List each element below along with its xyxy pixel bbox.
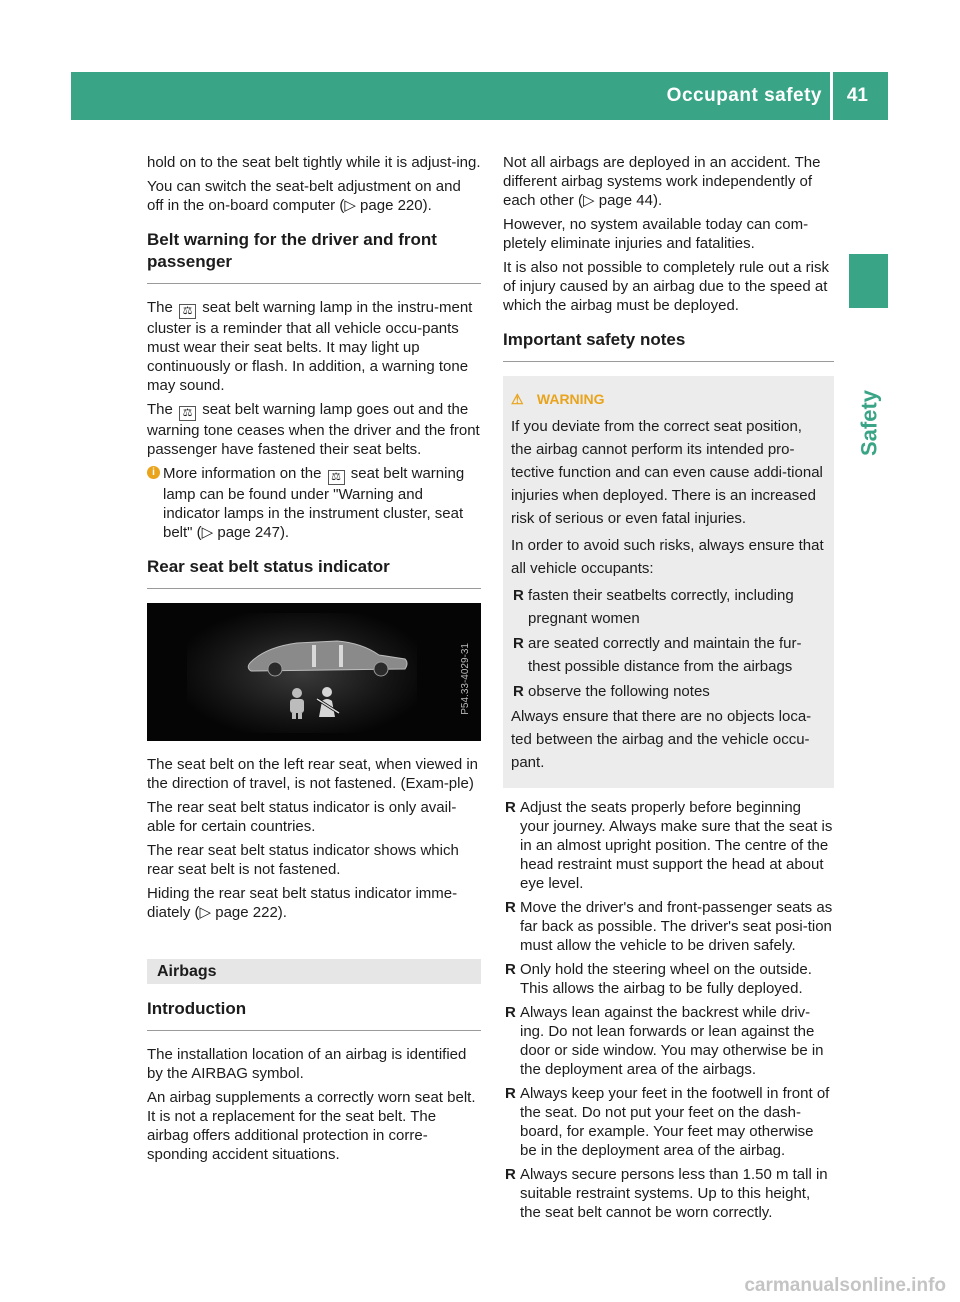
paragraph: The seat belt on the left rear seat, when viewed in the direction of travel, is not fastened. (Exam-ple) <box>147 756 479 792</box>
list-item: R Adjust the seats properly before beginning your journey. Always make sure that the seat is in an almost upright position. The centre of the head restraint must support the head at about eye level. <box>505 799 833 892</box>
chapter-tab-marker <box>849 254 888 308</box>
passenger-figure-icon <box>290 688 304 719</box>
paragraph: You can switch the seat-belt adjustment on and off in the on-board computer (▷ page 220). <box>147 178 461 214</box>
heading-important-safety-notes: Important safety notes <box>503 329 834 362</box>
paragraph: It is also not possible to completely rule out a risk of injury caused by an airbag due to the speed at which the airbag must be deployed. <box>503 259 829 314</box>
paragraph: The ⚖ seat belt warning lamp in the instru-ment cluster is a reminder that all vehicle occu-pants must wear their seat belts. It may light up continuously or flash. In addition, a warning tone may sound. <box>147 299 473 394</box>
list-item: R Always keep your feet in the footwell in front of the seat. Do not put your feet on the dash-board, for example. Your feet may otherwise be in the deployment area of the airbag. <box>505 1085 830 1159</box>
list-item: R fasten their seatbelts correctly, including pregnant women <box>513 587 794 627</box>
paragraph: However, no system available today can com-pletely eliminate injuries and fatalities. <box>503 216 809 252</box>
paragraph: If you deviate from the correct seat position, the airbag cannot perform its intended pro-tective function and can even cause addi-tional injuries when deployed. There is an increased risk of serious or even fatal injuries. <box>511 418 823 527</box>
paragraph: The rear seat belt status indicator shows which rear seat belt is not fastened. <box>147 842 459 878</box>
paragraph: In order to avoid such risks, always ensure that all vehicle occupants: <box>511 537 824 577</box>
list-item: R Only hold the steering wheel on the outside. This allows the airbag to be fully deployed. <box>505 961 812 997</box>
paragraph: Not all airbags are deployed in an accident. The different airbag systems work independently of each other (▷ page 44). <box>503 154 821 209</box>
header-bar <box>71 72 888 120</box>
seat-belt-unfastened-icon <box>317 687 339 717</box>
heading-belt-warning: Belt warning for the driver and front passenger <box>147 229 481 284</box>
list-item: R are seated correctly and maintain the fur-thest possible distance from the airbags <box>513 635 802 675</box>
warning-box <box>503 376 834 788</box>
rear-seat-belt-indicator-figure <box>147 603 481 741</box>
chapter-label: Safety <box>856 389 882 457</box>
page-title: Occupant safety <box>666 85 822 106</box>
paragraph: The ⚖ seat belt warning lamp goes out and the warning tone ceases when the driver and the front passenger have fastened their seat belts. <box>147 401 480 458</box>
info-icon: i <box>147 466 160 479</box>
warning-bullet-list <box>511 584 826 703</box>
section-heading-airbags: Airbags <box>147 959 481 984</box>
paragraph: Always ensure that there are no objects loca-ted between the airbag and the vehicle occu-pant. <box>511 708 812 771</box>
safety-bullet-list <box>503 798 834 1222</box>
paragraph: The installation location of an airbag is identified by the AIRBAG symbol. <box>147 1046 467 1082</box>
car-illustration <box>147 603 481 741</box>
paragraph: The rear seat belt status indicator is only avail-able for certain countries. <box>147 799 457 835</box>
paragraph: An airbag supplements a correctly worn seat belt. It is not a replacement for the seat belt. The airbag offers additional protection in corre-sponding accident situations. <box>147 1089 476 1163</box>
seat-belt-warning-icon: ⚖ <box>328 470 345 485</box>
list-item: R observe the following notes <box>513 683 710 700</box>
figure-code: P54.33-4029-31 <box>460 643 471 715</box>
warning-title: ⚠ WARNING <box>511 388 826 411</box>
watermark: carmanualsonline.info <box>744 1275 946 1296</box>
header-divider <box>830 72 833 120</box>
seat-belt-warning-icon: ⚖ <box>179 304 196 319</box>
left-column <box>147 153 481 1169</box>
paragraph: hold on to the seat belt tightly while it is adjust-ing. <box>147 154 481 171</box>
seat-belt-warning-icon: ⚖ <box>179 406 196 421</box>
heading-introduction: Introduction <box>147 998 481 1031</box>
paragraph: Hiding the rear seat belt status indicator imme-diately (▷ page 222). <box>147 885 458 921</box>
page-number: 41 <box>846 85 868 106</box>
list-item: R Always lean against the backrest while driv-ing. Do not lean forwards or lean against the door or side window. You may otherwise be in the deployment area of the airbags. <box>505 1004 824 1078</box>
heading-rear-seat-belt: Rear seat belt status indicator <box>147 556 481 589</box>
info-note: i More information on the ⚖ seat belt warning lamp can be found under "Warning and indicator lamps in the instrument cluster, seat belt" (▷ page 247). <box>147 464 481 542</box>
list-item: R Always secure persons less than 1.50 m tall in suitable restraint systems. Up to this height, the seat belt cannot be worn correctly. <box>505 1166 828 1221</box>
right-column <box>503 153 834 1227</box>
list-item: R Move the driver's and front-passenger seats as far back as possible. The driver's seat posi-tion must allow the vehicle to be driven safely. <box>505 899 833 954</box>
warning-triangle-icon: ⚠ <box>511 391 524 407</box>
